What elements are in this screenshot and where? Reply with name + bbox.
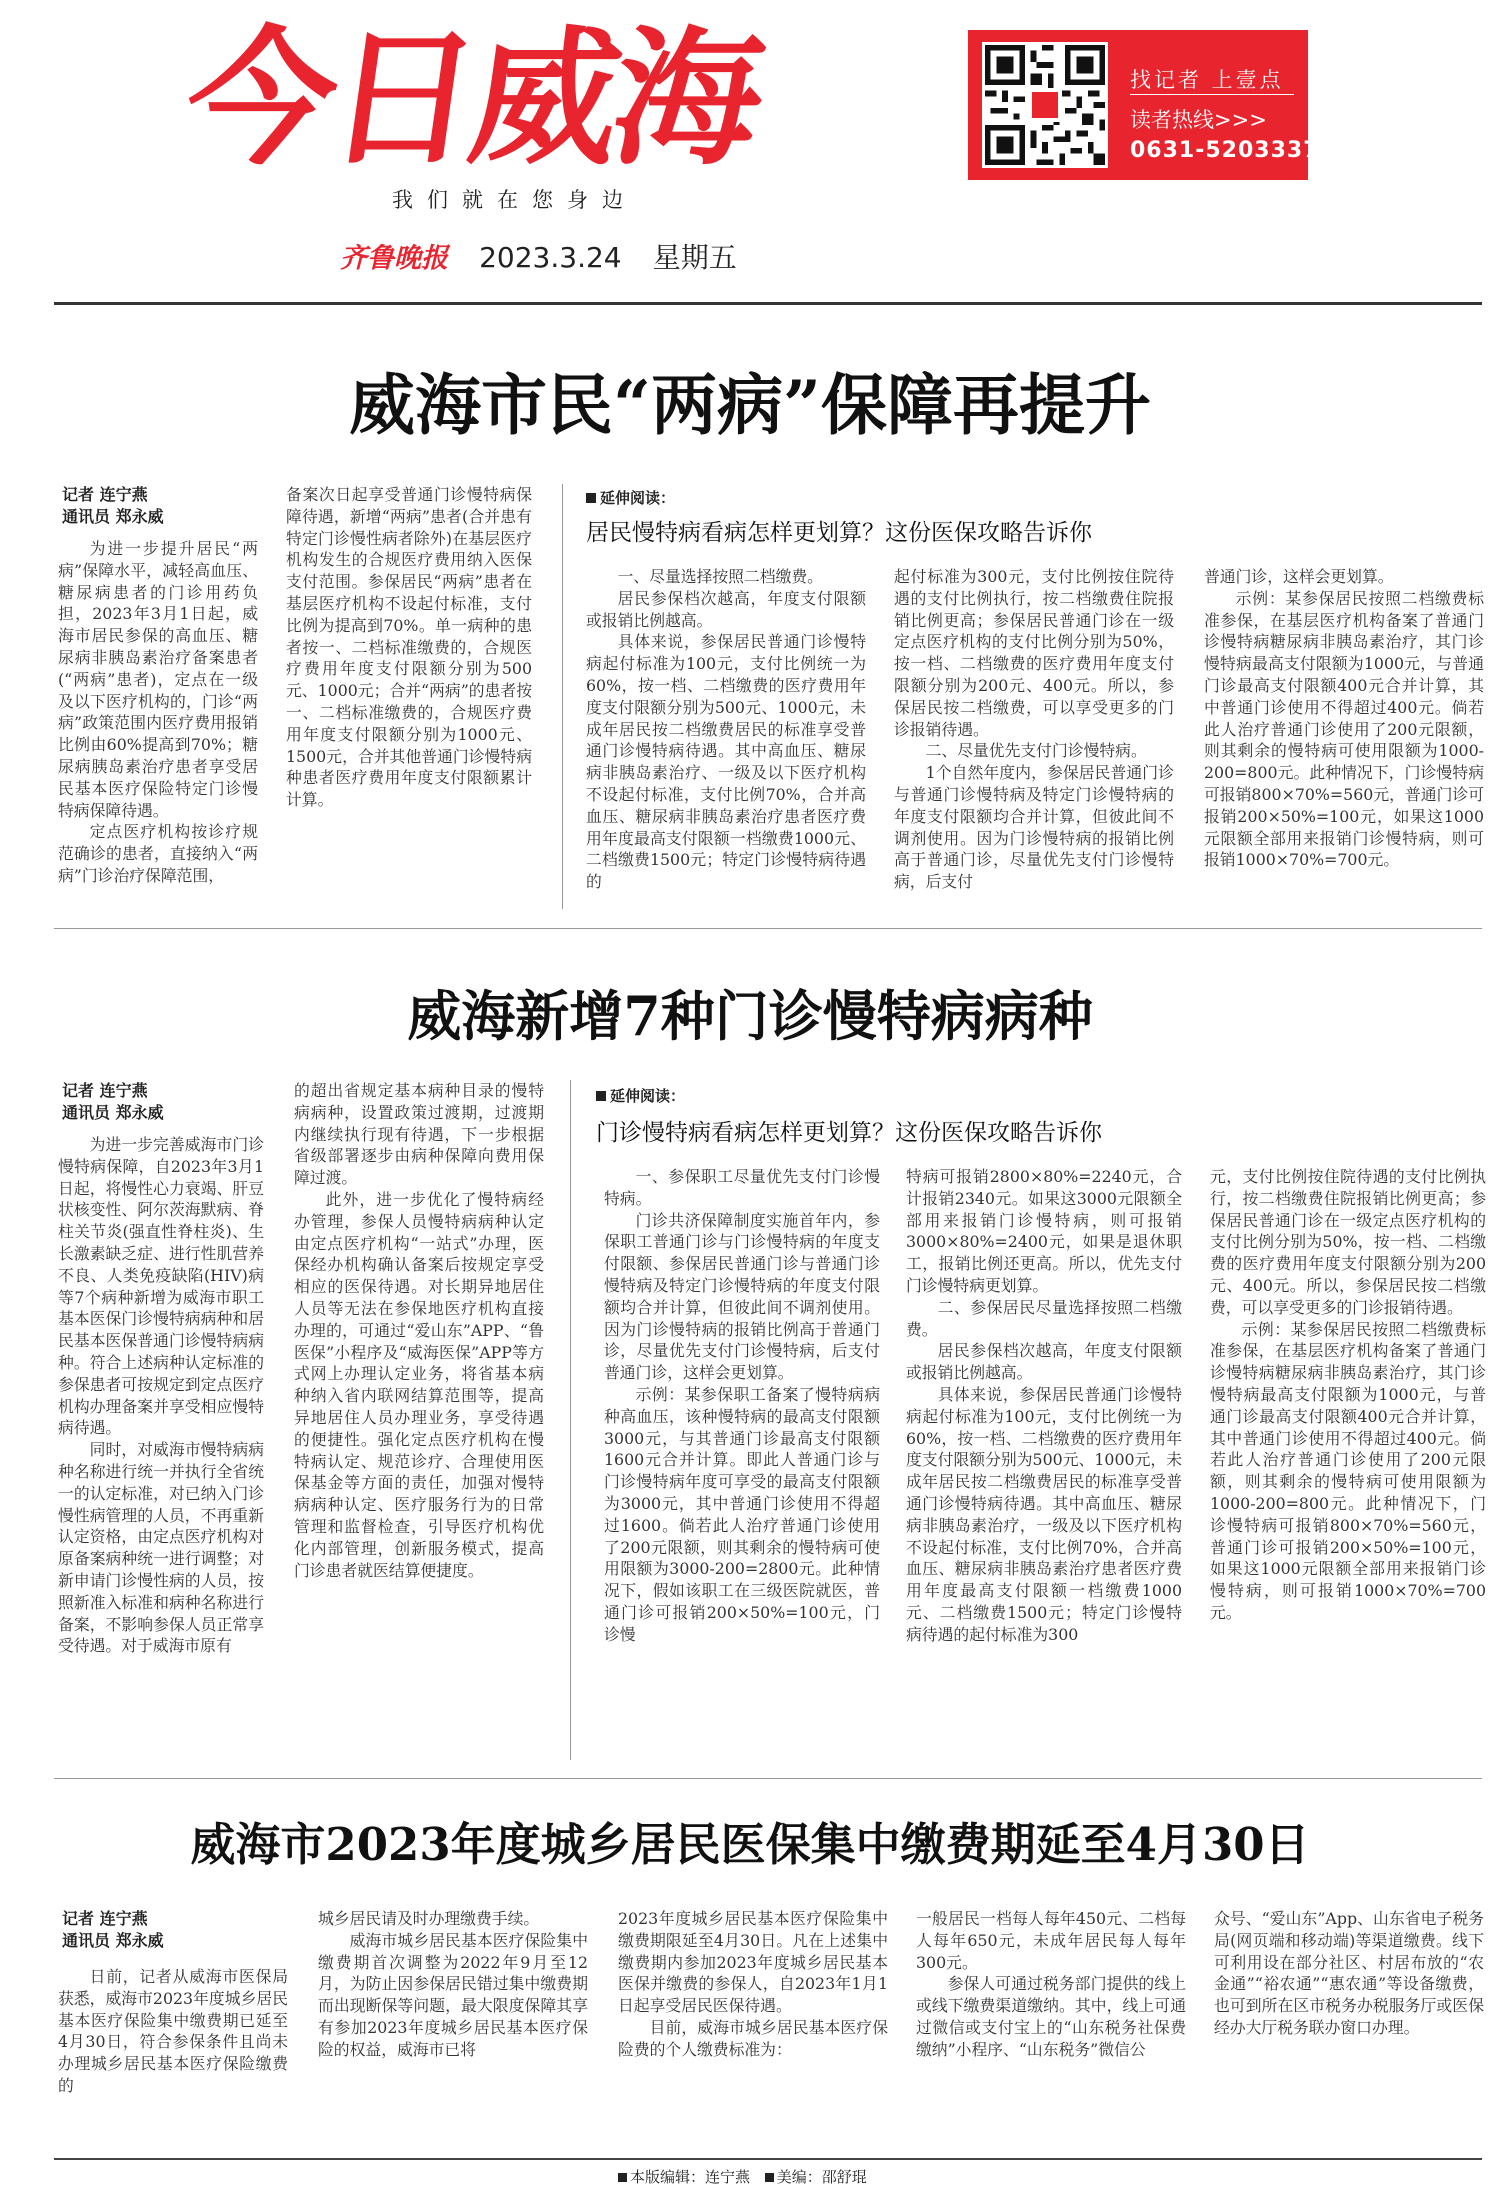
- article1-paragraph: 备案次日起享受普通门诊慢特病保障待遇，新增“两病”患者(合并患有特定门诊慢性病者除外)在基层医疗机构发生的合规医疗费用纳入医保支付范围。参保居民“两病”患者在基层医疗机构不设起付标准，支付比例为提高到70%。单一病种的患者按一、二档标准缴费的，合规医疗费用年度支付限额分别为500元、1000元；合并“两病”的患者按一、二档标准缴费的，合规医疗费用年度支付限额分别为1000元、1500元，合并其他普通门诊慢特病种患者医疗费用年度支付限额累计计算。: [286, 485, 532, 810]
- column-divider: [570, 1080, 571, 1760]
- article2-extension-column-2: [906, 1166, 1182, 1760]
- footer-editor: 本版编辑：连宁燕: [618, 2168, 750, 2186]
- article2-paragraph: 此外，进一步优化了慢特病经办管理，参保人员慢特病病种认定由定点医疗机构“一站式”办理，医保经办机构确认备案后按规定享受相应的医保待遇。对长期异地居住人员等无法在参保地医疗机构直接办理的，可通过“爱山东”APP、“鲁医保”小程序及“威海医保”APP等方式网上办理认定业务，将省基本病种纳入省内联网结算范围等，提高异地居住人员办理业务，享受待遇的便捷性。强化定点医疗机构在慢特病认定、规范诊疗、合理使用医保基金等方面的责任，加强对慢特病病种认定、医疗服务行为的日常管理和监督检查，引导医疗机构优化内部管理，创新服务模式，提高门诊患者就医结算便捷度。: [294, 1189, 544, 1580]
- masthead-divider: [54, 302, 1482, 305]
- article3-paragraph: 众号、“爱山东”App、山东省电子税务局(网页端和移动端)等渠道缴费。线下可利用设在部分社区、村居布放的“农金通”“裕农通”“惠农通”等设备缴费，也可到所在区市税务办税服务厅或医保经办大厅税务联办窗口办理。: [1214, 1909, 1484, 2037]
- article3-column-5: [1214, 1908, 1484, 2148]
- article1-correspondent: 通讯员 郑永威: [62, 507, 164, 526]
- article2-paragraph: 同时，对威海市慢特病病种名称进行统一并执行全省统一的认定标准，对已纳入门诊慢性病管理的人员，不再重新认定资格，由定点医疗机构对原备案病种统一进行调整；对新申请门诊慢性病的人员，按照新准入标准和病种名称进行备案，不影响参保人员正常享受待遇。对于威海市原有: [58, 1440, 264, 1656]
- article1-extension-paragraph: 起付标准为300元，支付比例按住院待遇的支付比例执行，按二档缴费住院报销比例更高；参保居民普通门诊在一级定点医疗机构的支付比例分别为50%，按一档、二档缴费的医疗费用年度支付限额分别为200元、400元。所以，参保居民按二档缴费，可以享受更多的门诊报销待遇。: [894, 567, 1174, 739]
- article1-extension-paragraph: 具体来说，参保居民普通门诊慢特病起付标准为100元，支付比例统一为60%，按一档、二档缴费的医疗费用年度支付限额分别为500元、1000元，未成年居民按二档缴费居民的标准享受普通门诊慢特病待遇。其中高血压、糖尿病非胰岛素治疗、一级及以下医疗机构不设起付标准，支付比例70%，合并高血压、糖尿病非胰岛素治疗患者医疗费用年度最高支付限额一档缴费1000元、二档缴费1500元；特定门诊慢特病待遇的: [586, 632, 866, 892]
- reader-hotline-phone: 0631-5203337: [1130, 138, 1320, 163]
- article2-extension-paragraph: 特病可报销2800×80%=2240元，合计报销2340元。如果这3000元限额全部用来报销门诊慢特病，则可报销3000×80%=2400元，如果是退休职工，报销比例还更高。所以，优先支付门诊慢特病更划算。: [906, 1167, 1182, 1295]
- article2-extension-paragraph: 居民参保档次越高，年度支付限额或报销比例越高。: [906, 1341, 1182, 1383]
- article3-reporter: 记者 连宁燕: [62, 1909, 148, 1928]
- article3-paragraph: 一般居民一档每人每年450元、二档每人每年650元，未成年居民每人每年300元。: [916, 1909, 1186, 1972]
- column-divider: [562, 484, 563, 909]
- article1-extension-column-1: [586, 566, 866, 909]
- qr-slogan: 找记者 上壹点: [1130, 68, 1284, 92]
- article3-column-1: [58, 1908, 288, 2148]
- article2-column-2: [294, 1080, 544, 1760]
- article1-extension-column-3: [1204, 566, 1484, 909]
- article2-extension-paragraph: 门诊共济保障制度实施首年内，参保职工普通门诊与门诊慢特病的年度支付限额、参保居民普通门诊与普通门诊慢特病及特定门诊慢特病的年度支付限额均合并计算，但彼此间不调剂使用。因为门诊慢特病的报销比例高于普通门诊，尽量优先支付门诊慢特病，后支付普通门诊，这样会更划算。: [604, 1210, 880, 1383]
- article2-extension-paragraph: 示例：某参保职工备案了慢特病病种高血压，该种慢特病的最高支付限额3000元，与其普通门诊最高支付限额1600元合并计算。即此人普通门诊与门诊慢特病年度可享受的最高支付限额为3000元，其中普通门诊使用不得超过1600。倘若此人治疗普通门诊使用了200元限额，则其剩余的慢特病可使用限额为3000-200=2800元。此种情况下，假如该职工在三级医院就医，普通门诊可报销200×50%=100元，门诊慢: [604, 1384, 880, 1644]
- article3-correspondent: 通讯员 郑永威: [62, 1931, 164, 1950]
- article1-extension-paragraph: 二、尽量优先支付门诊慢特病。: [925, 741, 1147, 761]
- article3-column-2: [318, 1908, 588, 2148]
- paper-logo: 齐鲁晚报: [340, 243, 448, 274]
- masthead: [0, 0, 1500, 300]
- qr-divider: [1130, 94, 1294, 95]
- article1-paragraph: 为进一步提升居民“两病”保障水平，减轻高血压、糖尿病患者的门诊用药负担，2023年3月1日起，威海市居民参保的高血压、糖尿病非胰岛素治疗备案患者(“两病”患者)，定点在一级及以下医疗机构的，门诊“两病”政策范围内医疗费用报销比例由60%提高到70%；糖尿病胰岛素治疗患者享受居民基本医疗保险特定门诊慢特病保障待遇。: [58, 539, 258, 820]
- footer-divider: [54, 2158, 1482, 2160]
- article1-column-1: [58, 484, 258, 909]
- article1-extension-title: 居民慢特病看病怎样更划算？这份医保攻略告诉你: [586, 520, 1092, 546]
- article2-headline: 威海新增7种门诊慢特病病种: [407, 984, 1093, 1048]
- issue-weekday: 星期五: [652, 241, 737, 274]
- qr-code-icon[interactable]: [982, 42, 1108, 168]
- article2-paragraph: 的超出省规定基本病种目录的慢特病病种，设置政策过渡期，过渡期内继续执行现有待遇，下一步根据省级部署逐步由病种保障向费用保障过渡。: [294, 1081, 544, 1188]
- article1-extension-paragraph: 普通门诊，这样会更划算。: [1204, 567, 1394, 586]
- section-divider: [54, 928, 1482, 929]
- article2-extension-title: 门诊慢特病看病怎样更划算？这份医保攻略告诉你: [596, 1120, 1102, 1146]
- article1-extension-label: 延伸阅读：: [586, 487, 675, 508]
- footer-credits: [618, 2166, 867, 2187]
- issue-date: 2023.3.24: [479, 241, 622, 274]
- masthead-title: 今日威海: [175, 13, 769, 185]
- article2-extension-paragraph: 元，支付比例按住院待遇的支付比例执行，按二档缴费住院报销比例更高；参保居民普通门诊在一级定点医疗机构的支付比例分别为50%，按一档、二档缴费的医疗费用年度支付限额分别为200元、400元。所以，参保居民按二档缴费，可以享受更多的门诊报销待遇。: [1210, 1167, 1486, 1317]
- article3-paragraph: 日前，记者从威海市医保局获悉，威海市2023年度城乡居民基本医疗保险集中缴费期已延至4月30日，符合参保条件且尚未办理城乡居民基本医疗保险缴费的: [58, 1967, 288, 2095]
- article2-extension-paragraph: 具体来说，参保居民普通门诊慢特病起付标准为100元，支付比例统一为60%，按一档、二档缴费的医疗费用年度支付限额分别为500元、1000元，未成年居民按二档缴费居民的标准享受普通门诊慢特病待遇。其中高血压、糖尿病非胰岛素治疗，一级及以下医疗机构不设起付标准，支付比例70%，合并高血压、糖尿病非胰岛素治疗患者医疗费用年度最高支付限额一档缴费1000元、二档缴费1500元；特定门诊慢特病待遇的起付标准为300: [906, 1384, 1182, 1644]
- article1-extension-column-2: [894, 566, 1174, 909]
- article1-extension-paragraph: 居民参保档次越高，年度支付限额或报销比例越高。: [586, 588, 866, 630]
- reader-hotline-label: 读者热线>>>: [1130, 108, 1267, 132]
- article3-paragraph: 威海市城乡居民基本医疗保险集中缴费期首次调整为2022年9月至12月，为防止因参保居民错过集中缴费期而出现断保等问题，最大限度保障其享有参加2023年度城乡居民基本医疗保险的权益，威海市已将: [318, 1930, 588, 2059]
- brand-line: [340, 236, 737, 276]
- article1-extension-paragraph: 一、尽量选择按照二档缴费。: [617, 567, 823, 586]
- qr-panel: [968, 30, 1320, 180]
- article1-headline: 威海市民“两病”保障再提升: [349, 366, 1151, 444]
- article3-column-4: [916, 1908, 1186, 2148]
- article3-column-3: [618, 1908, 888, 2148]
- masthead-slogan: 我们就在您身边: [392, 188, 637, 212]
- article3-paragraph: 目前，威海市城乡居民基本医疗保险费的个人缴费标准为：: [618, 2017, 888, 2059]
- article1-reporter: 记者 连宁燕: [62, 485, 148, 504]
- article3-paragraph: 参保人可通过税务部门提供的线上或线下缴费渠道缴纳。其中，线上可通过微信或支付宝上的“山东税务社保费缴纳”小程序、“山东税务”微信公: [916, 1974, 1186, 2059]
- article3-paragraph: 城乡居民请及时办理缴费手续。: [318, 1909, 540, 1928]
- article2-extension-paragraph: 示例：某参保居民按照二档缴费标准参保，在基层医疗机构备案了普通门诊慢特病糖尿病非胰岛素治疗，其门诊慢特病最高支付限额为1000元，与普通门诊最高支付限额400元合并计算，其中普通门诊使用不得超过400元。倘若此人治疗普通门诊使用了200元限额，则其剩余的慢特病可使用限额为1000-200=800元。此种情况下，门诊慢特病可报销800×70%=560元，普通门诊可报销200×50%=100元，如果这1000元限额全部用来报销门诊慢特病，则可报销1000×70%=700元。: [1210, 1319, 1486, 1622]
- article3-paragraph: 2023年度城乡居民基本医疗保险集中缴费期限延至4月30日。凡在上述集中缴费期内参加2023年度城乡居民基本医保并缴费的参保人，自2023年1月1日起享受居民医保待遇。: [618, 1909, 888, 2016]
- article1-paragraph: 定点医疗机构按诊疗规范确诊的患者，直接纳入“两病”门诊治疗保障范围，: [58, 822, 258, 885]
- article2-extension-label: 延伸阅读：: [596, 1085, 685, 1106]
- article3-headline: 威海市2023年度城乡居民医保集中缴费期延至4月30日: [190, 1818, 1310, 1871]
- article2-paragraph: 为进一步完善威海市门诊慢特病保障，自2023年3月1日起，将慢性心力衰竭、肝豆状核变性、阿尔茨海默病、脊柱关节炎(强直性脊柱炎)、生长激素缺乏症、进行性肌营养不良、人类免疫缺陷(HIV)病等7个病种新增为威海市职工基本医保门诊慢特病病种和居民基本医保普通门诊慢特病病种。符合上述病种认定标准的参保患者可按规定到定点医疗机构办理备案并享受相应慢特病待遇。: [58, 1135, 264, 1438]
- footer-designer: 美编：邵舒琨: [765, 2168, 867, 2186]
- article1-extension-paragraph: 1个自然年度内，参保居民普通门诊与普通门诊慢特病及特定门诊慢特病的年度支付限额均合并计算，但彼此间不调剂使用。因为门诊慢特病的报销比例高于普通门诊，尽量优先支付门诊慢特病，后支付: [894, 763, 1174, 892]
- article2-column-1: [58, 1080, 264, 1760]
- article2-extension-column-1: [604, 1166, 880, 1760]
- article1-column-2: [286, 484, 532, 909]
- article2-correspondent: 通讯员 郑永威: [62, 1103, 164, 1122]
- article1-extension-paragraph: 示例：某参保居民按照二档缴费标准参保，在基层医疗机构备案了普通门诊慢特病糖尿病非胰岛素治疗，其门诊慢特病最高支付限额为1000元，与普通门诊最高支付限额400元合并计算，其中普通门诊使用不得超过400元。倘若此人治疗普通门诊使用了200元限额，则其剩余的慢特病可使用限额为1000-200=800元。此种情况下，门诊慢特病可报销800×70%=560元，普通门诊可报销200×50%=100元，如果这1000元限额全部用来报销门诊慢特病，则可报销1000×70%=700元。: [1204, 588, 1484, 870]
- article2-reporter: 记者 连宁燕: [62, 1081, 148, 1100]
- section-divider: [54, 1778, 1482, 1779]
- article2-extension-column-3: [1210, 1166, 1486, 1760]
- article2-extension-paragraph: 一、参保职工尽量优先支付门诊慢特病。: [604, 1167, 880, 1208]
- article2-extension-paragraph: 二、参保居民尽量选择按照二档缴费。: [906, 1297, 1182, 1339]
